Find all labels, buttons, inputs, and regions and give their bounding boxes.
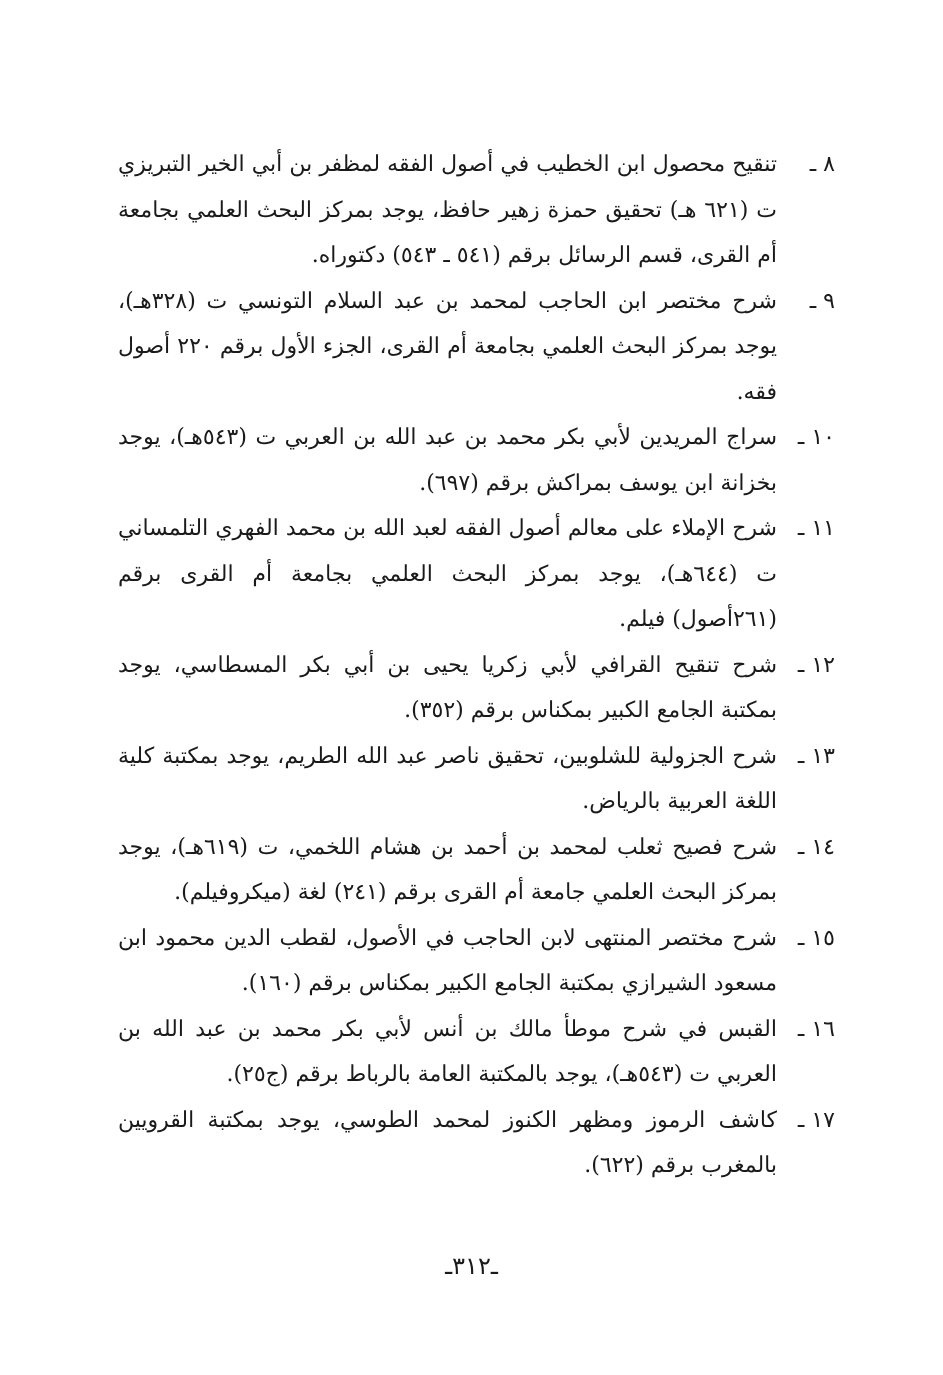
list-item	[118, 142, 835, 279]
list-item	[118, 1098, 835, 1189]
item-text: كاشف الرموز ومظهر الكنوز لمحمد الطوسي، يوجد بمكتبة القرويين بالمغرب برقم (٦٢٢).	[118, 1107, 777, 1178]
item-number: ١٦ ـ	[797, 1016, 835, 1042]
item-number: ١١ ـ	[797, 516, 835, 541]
list-item	[118, 825, 835, 916]
item-number: ١٧ ـ	[797, 1107, 835, 1133]
item-number: ٩ ـ	[809, 288, 835, 314]
list-item	[118, 916, 835, 1007]
item-number: ١٥ ـ	[797, 925, 835, 951]
list-item	[118, 415, 835, 506]
item-number: ١٠ ـ	[797, 425, 835, 450]
list-item	[118, 734, 835, 825]
item-text: شرح فصيح ثعلب لمحمد بن أحمد بن هشام اللخمي، ت (٦١٩هـ)، يوجد بمركز البحث العلمي جامعة أم القرى برقم (٢٤١) لغة (ميكروفيلم).	[118, 834, 778, 905]
page-number: ـ٣١٢ـ	[445, 1252, 498, 1280]
item-text: سراج المريدين لأبي بكر محمد بن عبد الله بن العربي ت (٥٤٣هـ)، يوجد بخزانة ابن يوسف بمراكش برقم (٦٩٧).	[118, 425, 778, 496]
item-text: تنقيح محصول ابن الخطيب في أصول الفقه لمظفر بن أبي الخير التبريزي ت (٦٢١ هـ) تحقيق حمزة زهير حافظ، يوجد بمركز البحث العلمي بجامعة أم القرى، قسم الرسائل برقم (٥٤١ ـ ٥٤٣) دكتوراه.	[118, 152, 777, 268]
item-text: شرح الجزولية للشلوبين، تحقيق ناصر عبد الله الطريم، يوجد بمكتبة كلية اللغة العربية بالرياض.	[118, 743, 777, 814]
item-number: ١٣ ـ	[797, 743, 835, 769]
item-text: شرح الإملاء على معالم أصول الفقه لعبد الله بن محمد الفهري التلمساني ت (٦٤٤هـ)، يوجد بمركز البحث العلمي بجامعة أم القرى برقم (٢٦١أصول) فيلم.	[118, 516, 777, 632]
item-number: ١٤ ـ	[797, 834, 835, 860]
list-item	[118, 506, 835, 643]
manuscript-list	[118, 142, 835, 1189]
item-text: شرح تنقيح القرافي لأبي زكريا يحيى بن أبي بكر المسطاسي، يوجد بمكتبة الجامع الكبير بمكناس برقم (٣٥٢).	[118, 652, 777, 723]
item-text: شرح مختصر ابن الحاجب لمحمد بن عبد السلام التونسي ت (٣٢٨هـ)، يوجد بمركز البحث العلمي بجامعة أم القرى، الجزء الأول برقم ٢٢٠ أصول فقه.	[118, 288, 777, 405]
item-text: شرح مختصر المنتهى لابن الحاجب في الأصول، لقطب الدين محمود ابن مسعود الشيرازي بمكتبة الجامع الكبير بمكناس برقم (١٦٠).	[118, 925, 777, 996]
item-number: ٨ ـ	[809, 152, 835, 177]
item-text: القبس في شرح موطأ مالك بن أنس لأبي بكر محمد بن عبد الله بن العربي ت (٥٤٣هـ)، يوجد بالمكتبة العامة بالرباط برقم (ج٢٥).	[118, 1016, 777, 1087]
list-item	[118, 279, 835, 416]
item-number: ١٢ ـ	[797, 652, 835, 678]
list-item	[118, 1007, 835, 1098]
list-item	[118, 643, 835, 734]
